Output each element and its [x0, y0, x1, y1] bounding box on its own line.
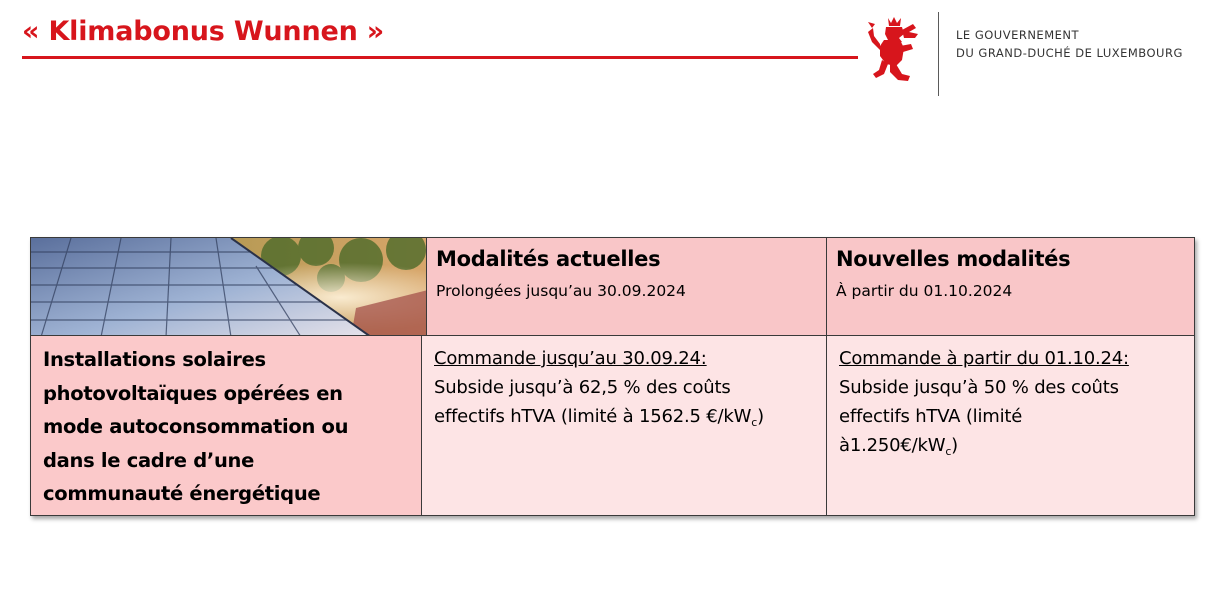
row-label: [43, 343, 418, 511]
current-order-heading: Commande jusqu’au 30.09.24:: [434, 348, 707, 369]
new-subsidy-line-3: [839, 431, 1199, 466]
row-label-line: mode autoconsommation ou: [43, 415, 349, 438]
new-subsidy-line-1: Subside jusqu’à 50 % des coûts: [839, 377, 1119, 398]
current-modalities-header: [426, 237, 828, 336]
slide-title: « Klimabonus Wunnen »: [22, 16, 385, 47]
unit-subscript: c: [751, 416, 758, 429]
new-modalities-subtitle: À partir du 01.10.2024: [836, 282, 1013, 300]
current-subsidy-line-2-text: effectifs hTVA (limité à 1562.5 €/kW: [434, 406, 752, 427]
government-name: [956, 26, 1183, 62]
current-modalities-cell: [421, 335, 828, 516]
new-modalities-title: Nouvelles modalités: [836, 247, 1071, 271]
current-subsidy-line-1: Subside jusqu’à 62,5 % des coûts: [434, 377, 731, 398]
new-order-heading: Commande à partir du 01.10.24:: [839, 348, 1129, 369]
unit-subscript: c: [945, 445, 952, 458]
row-label-cell: [30, 335, 422, 516]
current-modalities-text: [434, 344, 794, 437]
solar-panels-photo: [30, 237, 427, 336]
row-label-line: communauté énergétique: [43, 482, 321, 505]
logo-divider: [938, 12, 939, 96]
new-modalities-header: [826, 237, 1195, 336]
modalities-table: [30, 237, 1195, 516]
new-modalities-cell: [826, 335, 1195, 516]
row-label-line: dans le cadre d’une: [43, 448, 255, 472]
red-lion-icon: [866, 14, 926, 88]
new-subsidy-line-3-text: à1.250€/kW: [839, 435, 946, 456]
new-subsidy-line-2: effectifs hTVA (limité: [839, 406, 1023, 427]
row-label-line: photovoltaïques opérées en: [43, 381, 343, 405]
closing-paren: ): [757, 406, 764, 427]
current-subsidy-line-2: [434, 402, 794, 437]
closing-paren: ): [951, 435, 958, 456]
current-modalities-title: Modalités actuelles: [436, 247, 661, 271]
government-line-1: LE GOUVERNEMENT: [956, 28, 1080, 42]
current-modalities-subtitle: Prolongées jusqu’au 30.09.2024: [436, 282, 686, 300]
new-modalities-text: [839, 344, 1199, 466]
title-underline: [22, 56, 858, 59]
row-label-line: Installations solaires: [43, 348, 266, 371]
government-line-2: DU GRAND-DUCHÉ DE LUXEMBOURG: [956, 46, 1183, 60]
